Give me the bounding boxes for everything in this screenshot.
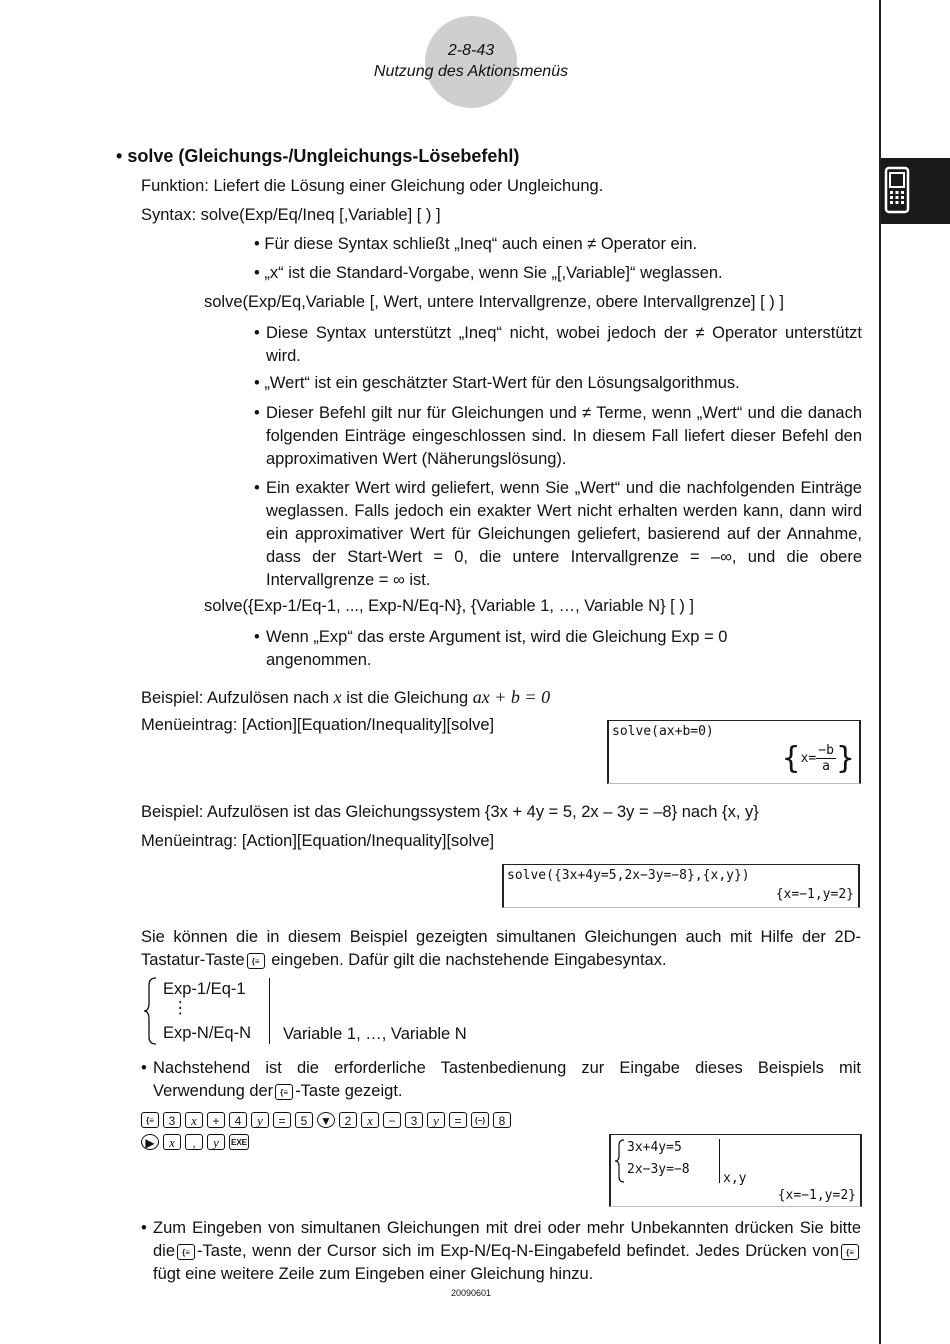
key-x: x	[361, 1112, 379, 1128]
key-equals: =	[273, 1112, 291, 1128]
bullet-icon: •	[116, 146, 123, 166]
key-minus: −	[383, 1112, 401, 1128]
syntax2-note-1: • Diese Syntax unterstützt „Ineq“ nicht, wobei jedoch der ≠ Operator unterstützt wird.	[254, 324, 862, 365]
syntax-divider	[269, 978, 270, 1044]
syntax-2: solve(Exp/Eq,Variable [, Wert, untere Intervallgrenze, obere Intervallgrenze] [ ) ]	[204, 293, 784, 311]
example2-menu: Menüeintrag: [Action][Equation/Inequality][solve]	[141, 832, 495, 850]
screen-eq-row-1: 3x+4y=5	[627, 1140, 682, 1155]
key-sequence-row-1	[141, 1110, 515, 1129]
syntax2-note-2: • „Wert“ ist ein geschätzter Start-Wert für den Lösungsalgorithmus.	[254, 374, 740, 392]
section-heading: • solve (Gleichungs-/Ungleichungs-Lösebefehl)	[116, 146, 520, 166]
final-note: • Zum Eingeben von simultanen Gleichungen mit drei oder mehr Unbekannten drücken Sie bitte die {≡ -Taste, wenn der Cursor sich im Exp-N/Eq-N-Eingabefeld befindet. Jedes Drücken von {≡ fügt eine weitere Zeile zum Eingeben einer Gleichung hinzu.	[141, 1219, 861, 1283]
key-negative: (−)	[471, 1112, 489, 1128]
syntax-3: solve({Exp-1/Eq-1, ..., Exp-N/Eq-N}, {Variable 1, …, Variable N} [ ) ]	[204, 597, 695, 615]
screen-result: { x= $\frac{-b}{a}$ }	[781, 740, 855, 776]
syntax-1: Syntax: solve(Exp/Eq/Ineq [,Variable] [ ) ]	[141, 206, 441, 224]
example1-calculator-screen	[607, 720, 861, 784]
example1-text: Beispiel: Aufzulösen nach x ist die Gleichung ax + b = 0	[141, 687, 551, 707]
page-number-circle	[425, 16, 517, 108]
screen-input: solve({3x+4y=5,2x−3y=−8},{x,y})	[507, 868, 750, 883]
key-3: 3	[405, 1112, 423, 1128]
syntax-row-first: Exp-1/Eq-1	[163, 980, 246, 998]
simultaneous-text: Sie können die in diesem Beispiel gezeigten simultanen Gleichungen auch mit Hilfe der 2D-Tastatur-Taste {≡ eingeben. Dafür gilt die nachstehende Eingabesyntax.	[141, 928, 861, 969]
key-x: x	[163, 1134, 181, 1150]
screen-result: {x=−1,y=2}	[777, 1188, 856, 1203]
example1-menu: Menüeintrag: [Action][Equation/Inequality][solve]	[141, 716, 495, 734]
screen-eq-row-2: 2x−3y=−8	[627, 1162, 690, 1177]
syntax3-note-1: • Wenn „Exp“ das erste Argument ist, wird die Gleichung Exp = 0 angenommen.	[254, 628, 728, 669]
screen-vars: x,y	[723, 1171, 747, 1186]
example2-calculator-screen	[502, 864, 860, 908]
key-simul-eq: {≡	[141, 1112, 159, 1128]
syntax-row-last: Exp-N/Eq-N	[163, 1024, 252, 1042]
syntax1-note-2: • „x“ ist die Standard-Vorgabe, wenn Sie „[,Variable]“ weglassen.	[254, 264, 723, 282]
screen-result: {x=−1,y=2}	[775, 887, 854, 902]
key-y: y	[427, 1112, 445, 1128]
syntax2-note-3: • Dieser Befehl gilt nur für Gleichungen und ≠ Terme, wenn „Wert“ und die danach folgenden Einträge eingeschlossen sind. In diesem Fall liefert dieser Befehl den approximativen Wert (Näherungslösung).	[254, 404, 862, 468]
key-8: 8	[493, 1112, 511, 1128]
screen-brace-icon	[614, 1139, 626, 1183]
keystroke-key-icon: {≡	[275, 1084, 293, 1100]
key-y: y	[251, 1112, 269, 1128]
left-brace-icon	[143, 977, 159, 1045]
function-text: Funktion: Liefert die Lösung einer Gleichung oder Ungleichung.	[141, 177, 604, 195]
key-2: 2	[339, 1112, 357, 1128]
syntax-variables: Variable 1, …, Variable N	[283, 1025, 467, 1043]
footer-code: 20090601	[450, 1288, 492, 1298]
screen-input: solve(ax+b=0)	[612, 724, 714, 739]
simultaneous-key-icon: {≡	[247, 953, 265, 969]
key-plus: +	[207, 1112, 225, 1128]
key-comma: ,	[185, 1134, 203, 1150]
keystroke-note: • Nachstehend ist die erforderliche Tastenbedienung zur Eingabe dieses Beispiels mit Verwendung der {≡ -Taste gezeigt.	[141, 1059, 861, 1100]
key-4: 4	[229, 1112, 247, 1128]
key-sequence-row-2	[141, 1132, 253, 1151]
syntax1-note-1: • Für diese Syntax schließt „Ineq“ auch einen ≠ Operator ein.	[254, 235, 698, 253]
page-section-title: Nutzung des Aktionsmenüs	[373, 63, 569, 80]
key-5: 5	[295, 1112, 313, 1128]
page-number: 2-8-43	[447, 42, 495, 59]
calculator-tab-icon	[881, 158, 950, 224]
key-exe: EXE	[229, 1134, 249, 1150]
final-key-icon-2: {≡	[841, 1244, 859, 1260]
key-x: x	[185, 1112, 203, 1128]
example3-calculator-screen	[609, 1134, 862, 1207]
example2-text: Beispiel: Aufzulösen ist das Gleichungssystem {3x + 4y = 5, 2x – 3y = –8} nach {x, y}	[141, 803, 759, 821]
key-cursor-right: ▶	[141, 1134, 159, 1150]
final-key-icon-1: {≡	[177, 1244, 195, 1260]
syntax-row-dots: ⋮	[172, 999, 189, 1017]
screen-divider	[719, 1139, 720, 1183]
key-3: 3	[163, 1112, 181, 1128]
key-y: y	[207, 1134, 225, 1150]
syntax2-note-4: • Ein exakter Wert wird geliefert, wenn Sie „Wert“ und die nachfolgenden Einträge weglassen. Falls jedoch ein exakter Wert nicht erhalten werden kann, dann wird ein approximativer Wert für Gleichungen geliefert, basierend auf der Annahme, dass der Start-Wert = 0, die untere Intervallgrenze = –∞, und die obere Intervallgrenze = ∞ ist.	[254, 479, 862, 589]
key-equals: =	[449, 1112, 467, 1128]
key-cursor-down: ▼	[317, 1112, 335, 1128]
